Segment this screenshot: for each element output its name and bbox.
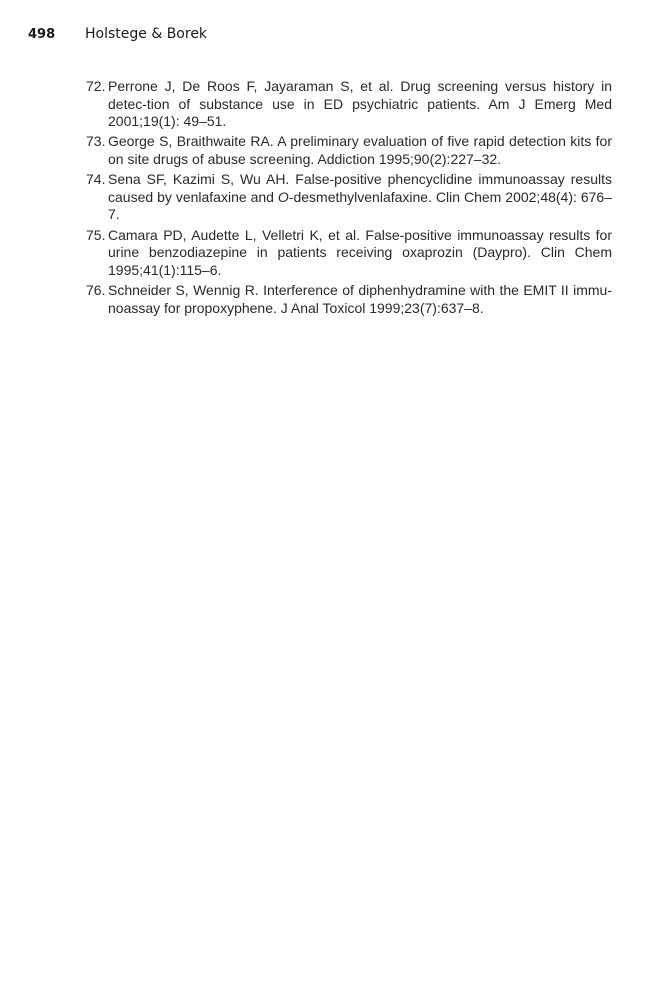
reference-number: 72. — [86, 78, 106, 94]
reference-text: Perrone J, De Roos F, Jayaraman S, et al. Drug screening versus history in detec-tion of substance use in ED psychiatric patients. Am J Emerg Med 2001;19(1): 49–51. — [108, 78, 612, 130]
reference-number: 74. — [86, 171, 106, 188]
page-number: 498 — [28, 27, 56, 42]
reference-item-76 — [86, 282, 612, 317]
page-header — [28, 26, 207, 42]
reference-item-75 — [86, 227, 612, 280]
running-head: Holstege & Borek — [85, 26, 208, 42]
reference-text: George S, Braithwaite RA. A preliminary evaluation of five rapid detection kits for on site drugs of abuse screening. Addiction 1995;90(2):227–32. — [108, 133, 612, 167]
reference-item-74 — [86, 171, 612, 224]
reference-text: Camara PD, Audette L, Velletri K, et al. False-positive immunoassay results for urine benzodiazepine in patients receiving oxaprozin (Daypro). Clin Chem 1995;41(1):115–6. — [108, 226, 612, 278]
reference-list — [86, 78, 612, 320]
reference-text-italic: O — [277, 188, 289, 205]
reference-text: Schneider S, Wennig R. Interference of diphenhydramine with the EMIT II immu-noassay for propoxyphene. J Anal Toxicol 1999;23(7):637–8. — [108, 281, 612, 316]
reference-text-end: -desmethylvenlafaxine. Clin Chem 2002;48(4): 676–7. — [108, 188, 612, 223]
reference-number: 76. — [86, 281, 106, 298]
reference-item-72 — [86, 78, 612, 131]
reference-item-73 — [86, 133, 612, 168]
reference-text-start: Sena SF, Kazimi S, Wu AH. False-positive phencyclidine immunoassay results caused by venlafaxine and — [108, 171, 612, 205]
reference-number: 75. — [86, 226, 106, 243]
reference-text — [108, 171, 612, 224]
reference-number: 73. — [86, 133, 106, 150]
